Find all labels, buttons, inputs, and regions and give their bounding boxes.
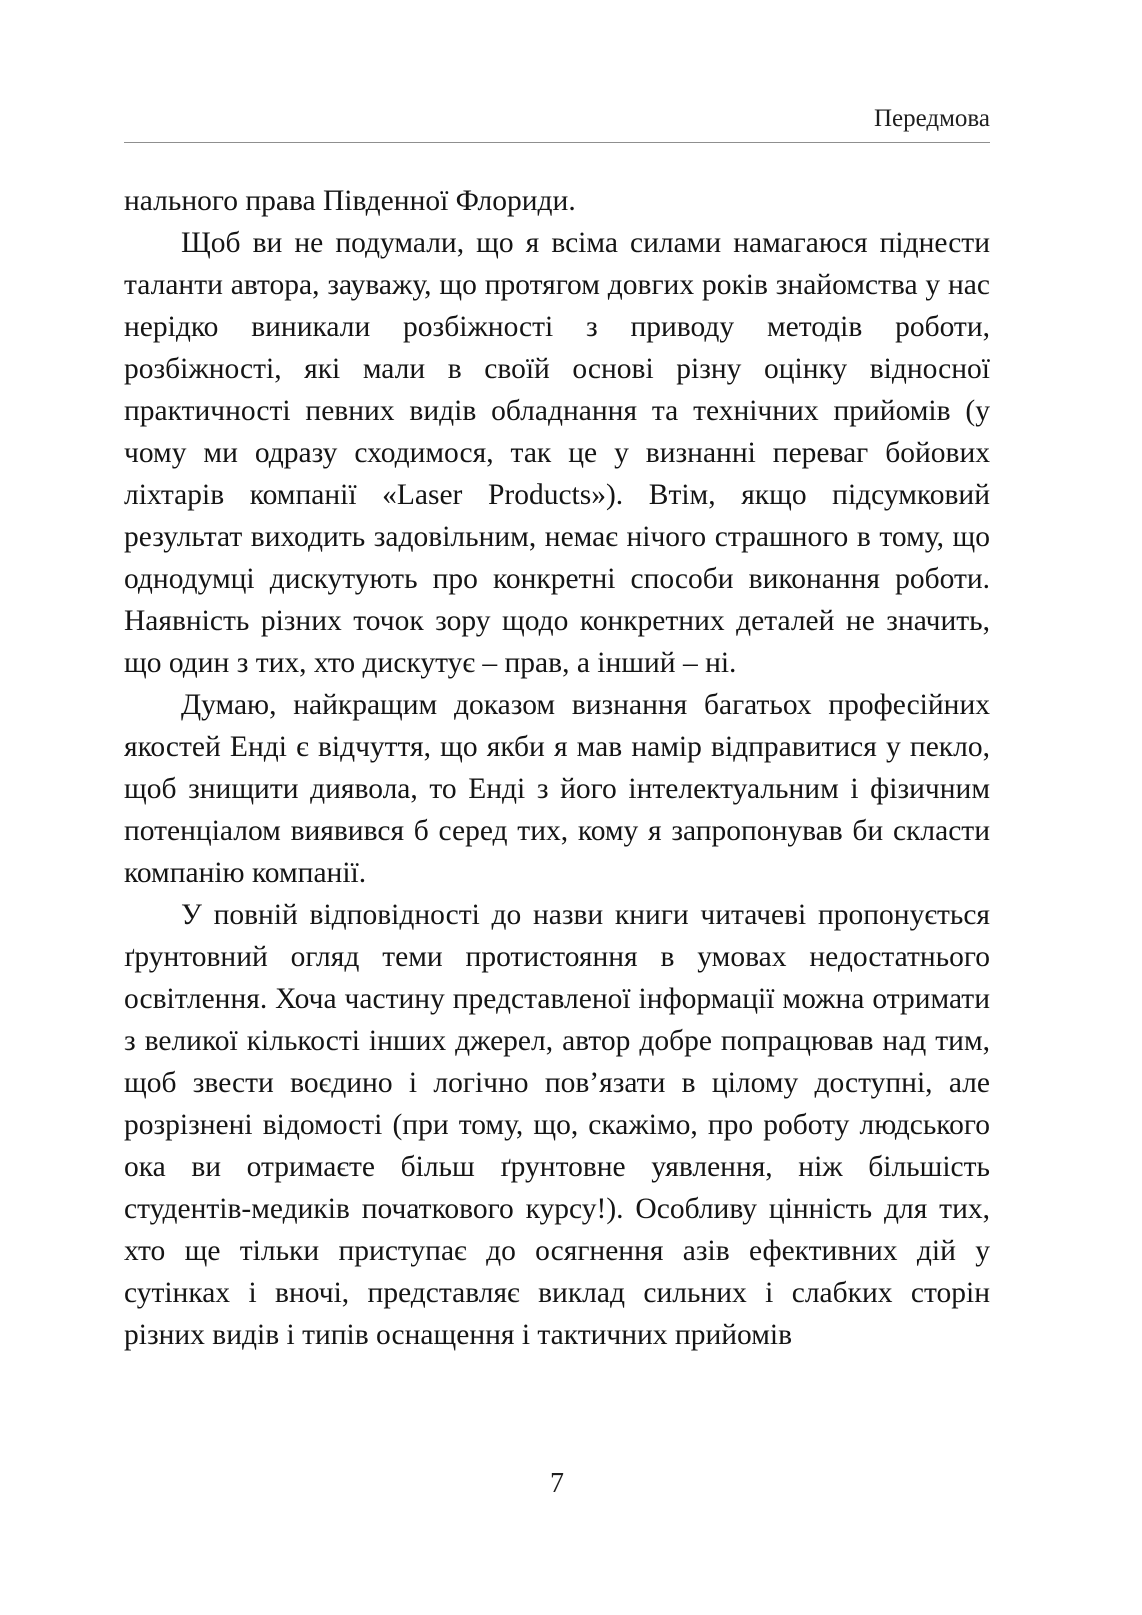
- paragraph: Думаю, найкращим доказом визнання багатьох професійних якостей Енді є відчуття, що якби я мав намір відправитися у пекло, щоб знищити диявола, то Енді з його інтелектуальним і фізичним потенціалом виявився б серед тих, кому я запропонував би скласти компанію компанії.: [124, 689, 990, 889]
- running-head: Передмова: [873, 105, 990, 132]
- paragraph-continuation: нального права Південної Флориди.: [124, 185, 576, 217]
- body-text: [124, 180, 990, 1356]
- paragraph: Щоб ви не подумали, що я всіма силами намагаюся піднести таланти автора, зауважу, що протягом довгих років знайомства у нас нерідко виникали розбіжності з приводу методів роботи, розбіжності, які мали в своїй основі різну оцінку відносної практичності певних видів обладнання та технічних прийомів (у чому ми одразу сходимося, так це у визнанні переваг бойових ліхтарів компанії «Laser Products»). Втім, якщо підсумковий результат виходить задовільним, немає нічого страшного в тому, що однодумці дискутують про конкретні способи виконання роботи. Наявність різних точок зору щодо конкретних деталей не значить, що один з тих, хто дискутує – прав, а інший – ні.: [124, 227, 990, 679]
- paragraph: У повній відповідності до назви книги читачеві пропонується ґрунтовний огляд теми протистояння в умовах недостатнього освітлення. Хоча частину представленої інформації можна отримати з великої кількості інших джерел, автор добре попрацював над тим, щоб звести воєдино і логічно пов’язати в цілому доступні, але розрізнені відомості (при тому, що, скажімо, про роботу людського ока ви отримаєте більш ґрунтовне уявлення, ніж більшість студентів-медиків початкового курсу!). Особливу цінність для тих, хто ще тільки приступає до осягнення азів ефективних дій у сутінках і вночі, представляє виклад сильних і слабких сторін різних видів і типів оснащення і тактичних прийомів: [124, 899, 990, 1351]
- page-number: 7: [550, 1468, 564, 1499]
- header-rule: [124, 142, 990, 143]
